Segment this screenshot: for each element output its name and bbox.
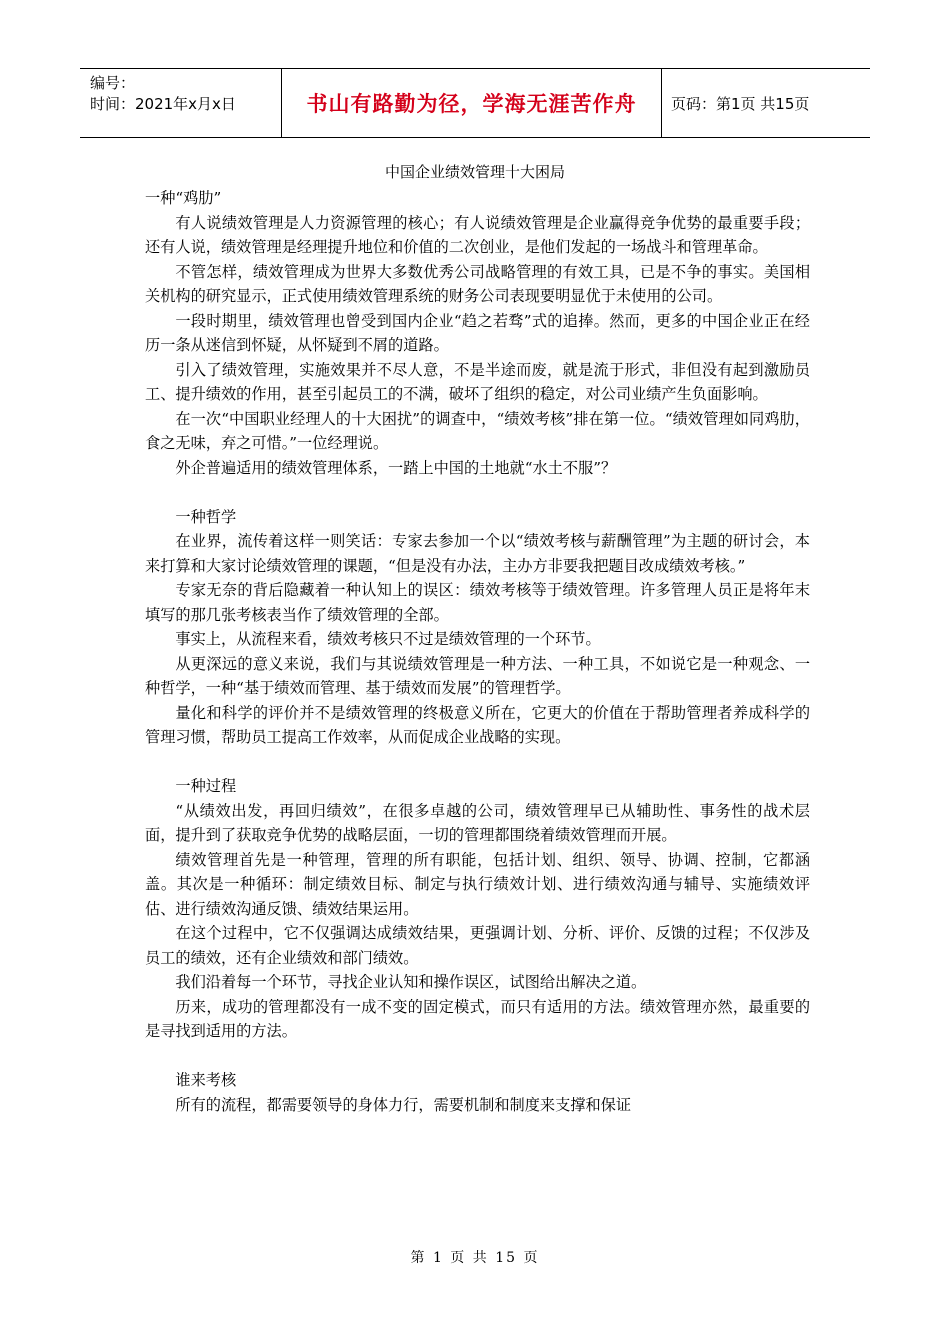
- paragraph: 事实上，从流程来看，绩效考核只不过是绩效管理的一个环节。: [175, 630, 601, 648]
- header-meta: [90, 73, 236, 115]
- paragraph: 我们沿着每一个环节，寻找企业认知和操作误区，试图给出解决之道。: [175, 973, 647, 991]
- paragraph: 引入了绩效管理，实施效果并不尽人意，不是半途而废，就是流于形式，非但没有起到激励员工、提升绩效的作用，甚至引起员工的不满，破坏了组织的稳定，对公司业绩产生负面影响。: [145, 360, 810, 403]
- section-heading: 谁来考核: [175, 1071, 237, 1089]
- paragraph: 在这个过程中，它不仅强调达成绩效结果，更强调计划、分析、评价、反馈的过程；不仅涉及员工的绩效，还有企业绩效和部门绩效。: [145, 924, 810, 967]
- time-label: 时间：2021年x月x日: [90, 95, 236, 113]
- paragraph: 历来，成功的管理都没有一成不变的固定模式，而只有适用的方法。绩效管理亦然，最重要的是寻找到适用的方法。: [145, 997, 810, 1040]
- page-footer: 第 1 页 共 15 页: [410, 1250, 540, 1266]
- document-title: 中国企业绩效管理十大困局: [384, 163, 565, 181]
- paragraph: 在一次“中国职业经理人的十大困扰”的调查中，“绩效考核”排在第一位。“绩效管理如同鸡肋，食之无味，弃之可惜。”一位经理说。: [145, 409, 810, 452]
- paragraph: 一段时期里，绩效管理也曾受到国内企业“趋之若骛”式的追捧。然而，更多的中国企业正在经历一条从迷信到怀疑，从怀疑到不屑的道路。: [145, 311, 810, 354]
- paragraph: 专家无奈的背后隐藏着一种认知上的误区：绩效考核等于绩效管理。许多管理人员正是将年末填写的那几张考核表当作了绩效管理的全部。: [145, 581, 810, 624]
- motto: 书山有路勤为径，学海无涯苦作舟: [281, 69, 662, 137]
- section-gap: [145, 1044, 810, 1069]
- paragraph: “从绩效出发，再回归绩效”，在很多卓越的公司，绩效管理早已从辅助性、事务性的战术层面，提升到了获取竞争优势的战略层面，一切的管理都围绕着绩效管理而开展。: [145, 801, 810, 844]
- paragraph: 从更深远的意义来说，我们与其说绩效管理是一种方法、一种工具，不如说它是一种观念、一种哲学，一种“基于绩效而管理、基于绩效而发展”的管理哲学。: [145, 654, 810, 697]
- section-gap: [145, 480, 810, 505]
- section-heading: 一种哲学: [175, 507, 237, 526]
- paragraph: 不管怎样，绩效管理成为世界大多数优秀公司战略管理的有效工具，已是不争的事实。美国相关机构的研究显示，正式使用绩效管理系统的财务公司表现要明显优于未使用的公司。: [145, 262, 810, 305]
- paragraph: 量化和科学的评价并不是绩效管理的终极意义所在，它更大的价值在于帮助管理者养成科学的管理习惯，帮助员工提高工作效率，从而促成企业战略的实现。: [145, 703, 810, 746]
- section-heading: 一种“鸡肋”: [145, 189, 222, 207]
- section-heading: 一种过程: [175, 777, 237, 795]
- page-info: 页码：第1页 共15页: [671, 94, 810, 113]
- section-gap: [145, 750, 810, 775]
- number-label: 编号：: [90, 74, 136, 92]
- page-header: [80, 68, 870, 138]
- paragraph: 所有的流程，都需要领导的身体力行，需要机制和制度来支撑和保证: [175, 1095, 632, 1114]
- document-body: [145, 186, 810, 1117]
- paragraph: 绩效管理首先是一种管理，管理的所有职能，包括计划、组织、领导、协调、控制，它都涵盖。其次是一种循环：制定绩效目标、制定与执行绩效计划、进行绩效沟通与辅导、实施绩效评估、进行绩效沟通反馈、绩效结果运用。: [145, 850, 810, 918]
- paragraph: 外企普遍适用的绩效管理体系，一踏上中国的土地就“水土不服”？: [175, 458, 617, 477]
- paragraph: 有人说绩效管理是人力资源管理的核心；有人说绩效管理是企业赢得竞争优势的最重要手段；还有人说，绩效管理是经理提升地位和价值的二次创业，是他们发起的一场战斗和管理革命。: [145, 213, 810, 256]
- paragraph: 在业界，流传着这样一则笑话：专家去参加一个以“绩效考核与薪酬管理”为主题的研讨会，本来打算和大家讨论绩效管理的课题，“但是没有办法，主办方非要我把题目改成绩效考核。”: [145, 532, 810, 575]
